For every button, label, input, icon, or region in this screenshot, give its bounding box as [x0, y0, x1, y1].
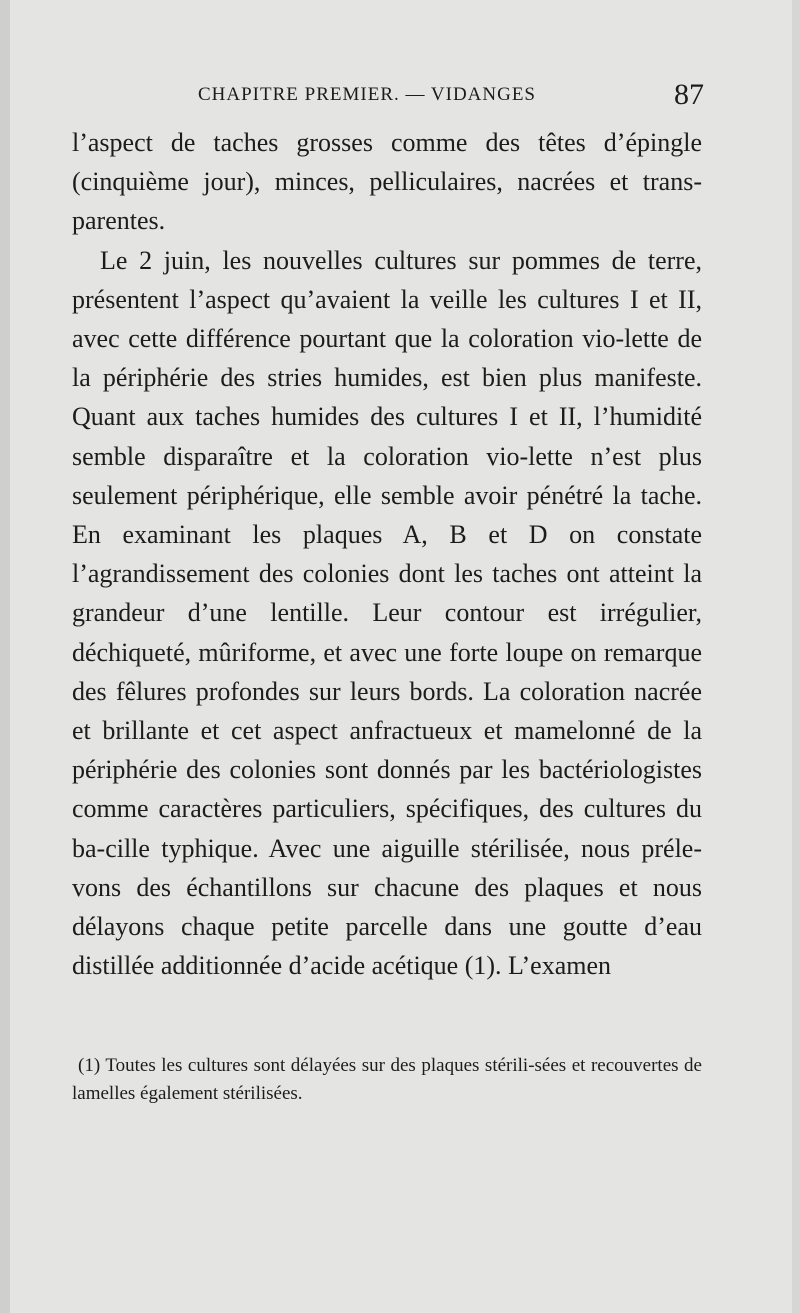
paragraph-continuation: l’aspect de taches grosses comme des têtes d’épingle (cinquième jour), minces, pelliculaires, nacrées et trans-parentes.	[72, 128, 702, 236]
page-edge-left	[0, 0, 10, 1313]
page-edge-right	[792, 0, 800, 1313]
footnote	[72, 1052, 702, 1108]
body-text	[72, 123, 702, 985]
page-number: 87	[674, 78, 704, 111]
paragraph-june-2: Le 2 juin, les nouvelles cultures sur pommes de terre, présentent l’aspect qu’avaient la veille les cultures I et II, avec cette différence pourtant que la coloration vio-lette de la périphérie des stries humides, est bien plus manifeste. Quant aux taches humides des cultures I et II, l’humidité semble disparaître et la coloration vio-lette n’est plus seulement périphérique, elle semble avoir pénétré la tache. En examinant les plaques A, B et D on constate l’agrandissement des colonies dont les taches ont atteint la grandeur d’une lentille. Leur contour est irrégulier, déchiqueté, mûriforme, et avec une forte loupe on remarque des fêlures profondes sur leurs bords. La coloration nacrée et brillante et cet aspect anfractueux et mamelonné de la périphérie des colonies sont donnés par les bactériologistes comme caractères particuliers, spécifiques, des cultures du ba-cille typhique. Avec une aiguille stérilisée, nous préle-vons des échantillons sur chacune des plaques et nous délayons chaque petite parcelle dans une goutte d’eau distillée additionnée d’acide acétique (1). L’examen	[72, 245, 702, 981]
running-title: CHAPITRE PREMIER. — VIDANGES	[198, 84, 537, 105]
page-header	[72, 78, 704, 118]
footnote-text: (1) Toutes les cultures sont délayées sur des plaques stérili-sées et recouvertes de lamelles également stérilisées.	[72, 1055, 702, 1104]
